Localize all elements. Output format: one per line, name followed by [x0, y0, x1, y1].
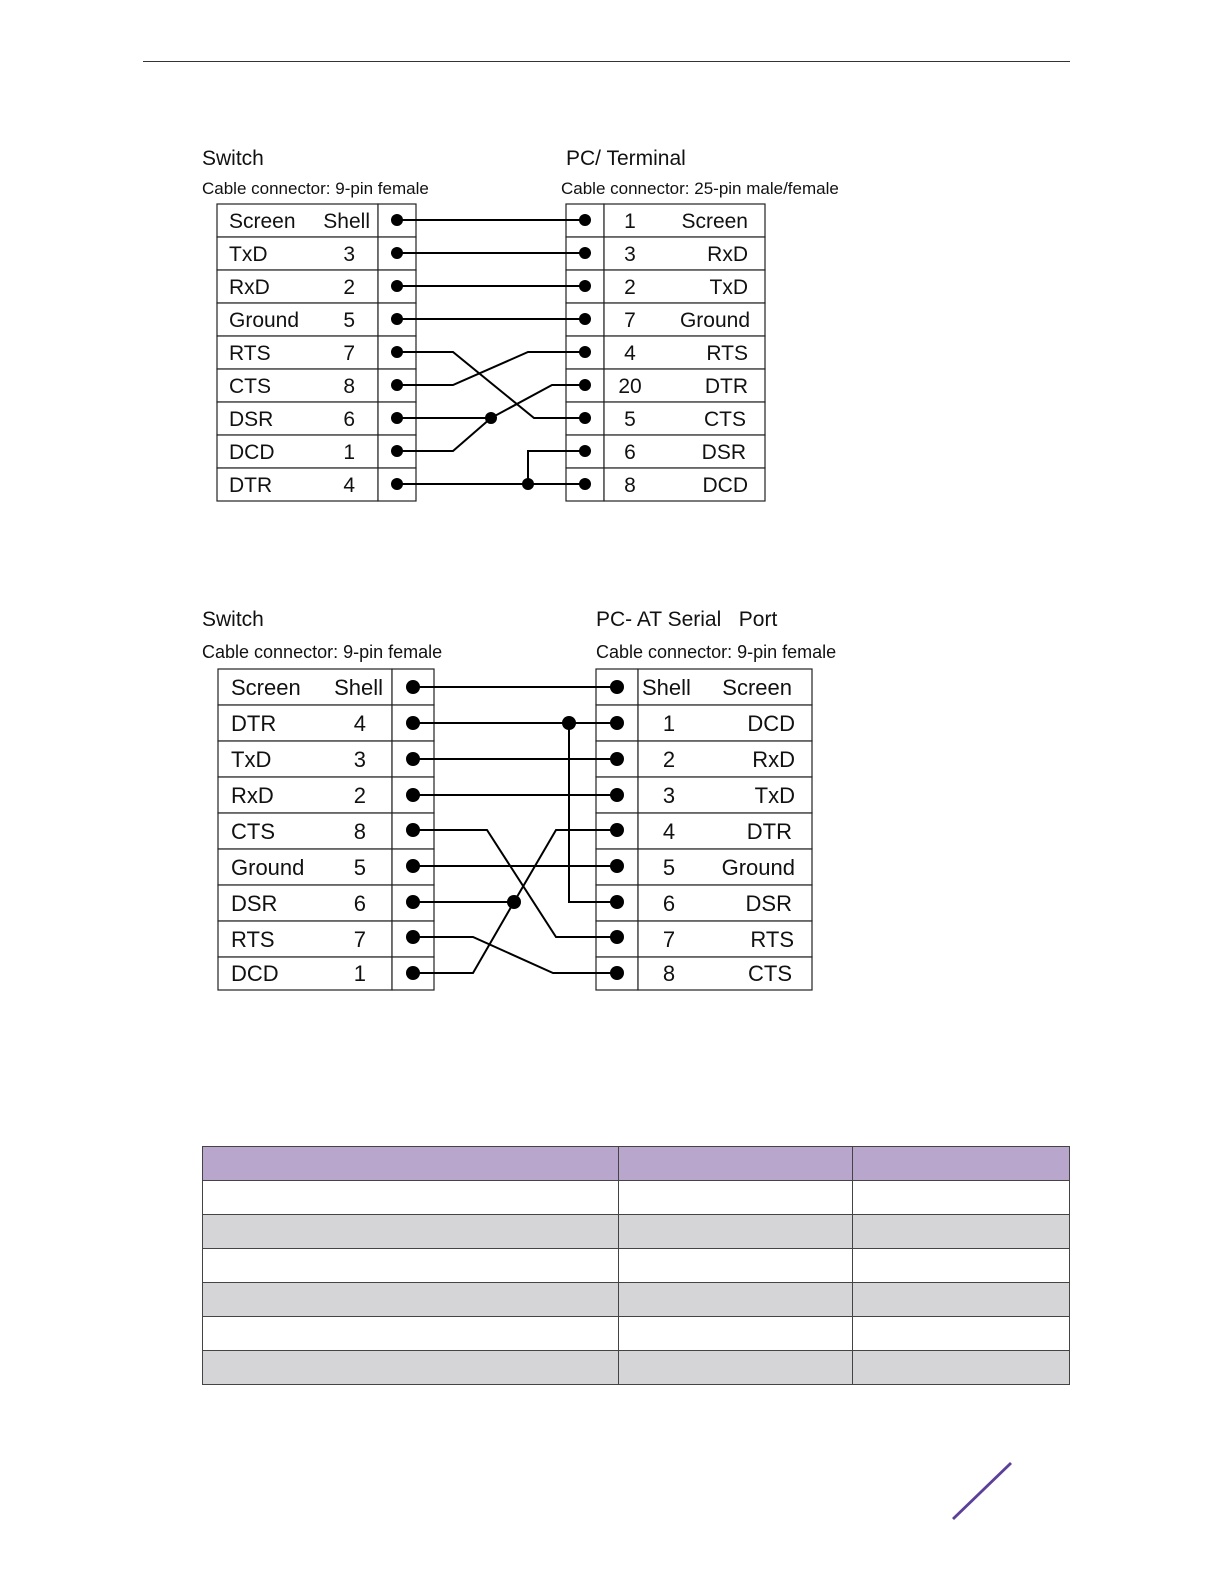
d2-right-title: PC- AT Serial Port [596, 608, 778, 631]
d1-right-pin: 3 [624, 243, 636, 266]
d2-right-signal: Screen [722, 675, 792, 700]
table-row [203, 1351, 1070, 1385]
d2-left-title: Switch [202, 608, 264, 631]
table-row [203, 1181, 1070, 1215]
brand-logo-icon [950, 1460, 1020, 1524]
d2-right-pin: 8 [662, 961, 676, 986]
d2-left-signal: Ground [231, 855, 305, 880]
d1-right-signal: DCD [702, 474, 748, 497]
d2-right-pin: 3 [662, 783, 676, 808]
d1-left-pin: 6 [343, 408, 355, 431]
d2-left-pin: 1 [353, 961, 366, 986]
d1-right-pin: 5 [624, 408, 636, 431]
d1-right-title: PC/ Terminal [566, 147, 686, 170]
d1-left-signal: RxD [229, 276, 270, 299]
d2-left-pin: 4 [353, 711, 366, 736]
d2-right-signal: RTS [750, 927, 794, 952]
d1-right-pin: 8 [624, 474, 636, 497]
d1-left-signal: Screen [229, 210, 296, 233]
d1-right-pin: 6 [624, 441, 636, 464]
d2-right-signal: DCD [747, 711, 795, 736]
d1-right-signal: Screen [681, 210, 748, 233]
d1-left-pin: 7 [343, 342, 355, 365]
d1-right-pin: 4 [624, 342, 636, 365]
d1-left-signal: DSR [229, 408, 274, 431]
d2-right-signal: TxD [754, 783, 795, 808]
d2-left-pin: 2 [353, 783, 366, 808]
d2-left-signal: DSR [231, 891, 278, 916]
d1-left-connector [217, 204, 416, 501]
table-row [203, 1317, 1070, 1351]
d2-left-connector [218, 669, 434, 990]
d2-wire-rts-cts [413, 937, 617, 973]
d1-left-pin: 3 [343, 243, 355, 266]
d2-left-pin: 3 [353, 747, 366, 772]
d2-left-pin: 8 [353, 819, 366, 844]
table-header-row [203, 1147, 1070, 1181]
d2-right-pin: 5 [662, 855, 676, 880]
d1-wires [397, 220, 585, 484]
d1-left-signal: TxD [229, 243, 268, 266]
d1-right-signal: CTS [704, 408, 746, 431]
d1-right-pin: 1 [624, 210, 636, 233]
d1-left-pin: 1 [343, 441, 355, 464]
d1-left-pin: 5 [343, 309, 355, 332]
d1-right-subtitle: Cable connector: 25-pin male/female [561, 179, 839, 198]
d2-right-pin: 1 [662, 711, 676, 736]
d2-left-signal: DCD [231, 961, 279, 986]
d2-right-signal: Ground [721, 855, 795, 880]
d2-right-pin: 4 [662, 819, 676, 844]
d1-left-pin: 4 [343, 474, 355, 497]
d1-left-subtitle: Cable connector: 9-pin female [202, 179, 429, 198]
d2-right-pin: 2 [662, 747, 676, 772]
table-row [203, 1249, 1070, 1283]
d2-left-pin: 7 [353, 927, 366, 952]
d1-left-signal: RTS [229, 342, 271, 365]
d2-right-signal: DTR [746, 819, 792, 844]
d1-left-pin: 2 [343, 276, 355, 299]
d2-right-subtitle: Cable connector: 9-pin female [596, 642, 837, 662]
d2-left-signal: RTS [231, 927, 275, 952]
d2-left-signal: CTS [231, 819, 275, 844]
d2-right-pin: 7 [662, 927, 676, 952]
d1-right-signal: RTS [706, 342, 748, 365]
d1-right-pin: 7 [624, 309, 636, 332]
d1-right-connector [566, 204, 765, 501]
d1-left-signal: CTS [229, 375, 271, 398]
d1-right-pin: 2 [624, 276, 636, 299]
d1-left-signal: DCD [229, 441, 275, 464]
d1-left-pin: 8 [343, 375, 355, 398]
d2-wire-cts-rts [413, 830, 617, 937]
d2-left-subtitle: Cable connector: 9-pin female [202, 642, 443, 662]
d1-right-signal: RxD [707, 243, 748, 266]
d1-left-pin: Shell [323, 210, 370, 233]
d2-right-pin: 6 [662, 891, 676, 916]
d1-wire-cts-rts [397, 352, 585, 385]
d1-right-signal: Ground [679, 309, 750, 332]
d1-left-signal: Ground [229, 309, 300, 332]
spec-table [202, 1146, 1070, 1385]
d1-left-signal: DTR [229, 474, 273, 497]
d2-right-signal: DSR [745, 891, 792, 916]
d2-left-pin: Shell [334, 675, 383, 700]
table-row [203, 1215, 1070, 1249]
d2-left-pin: 6 [353, 891, 366, 916]
d2-right-signal: RxD [752, 747, 795, 772]
diagram-1 [202, 147, 839, 501]
d1-right-signal: DSR [701, 441, 746, 464]
diagram-2 [202, 608, 836, 990]
d2-left-signal: TxD [231, 747, 272, 772]
d1-right-signal: DTR [704, 375, 748, 398]
d2-wires [413, 687, 617, 973]
d2-left-signal: RxD [231, 783, 274, 808]
d1-right-pin: 20 [618, 375, 642, 398]
d1-left-title: Switch [202, 147, 264, 170]
d2-right-connector [596, 669, 812, 990]
d1-right-signal: TxD [709, 276, 748, 299]
d2-left-signal: Screen [231, 675, 301, 700]
d2-left-signal: DTR [231, 711, 277, 736]
d2-right-pin: Shell [642, 675, 691, 700]
d2-right-signal: CTS [748, 961, 792, 986]
d2-left-pin: 5 [353, 855, 366, 880]
table-row [203, 1283, 1070, 1317]
